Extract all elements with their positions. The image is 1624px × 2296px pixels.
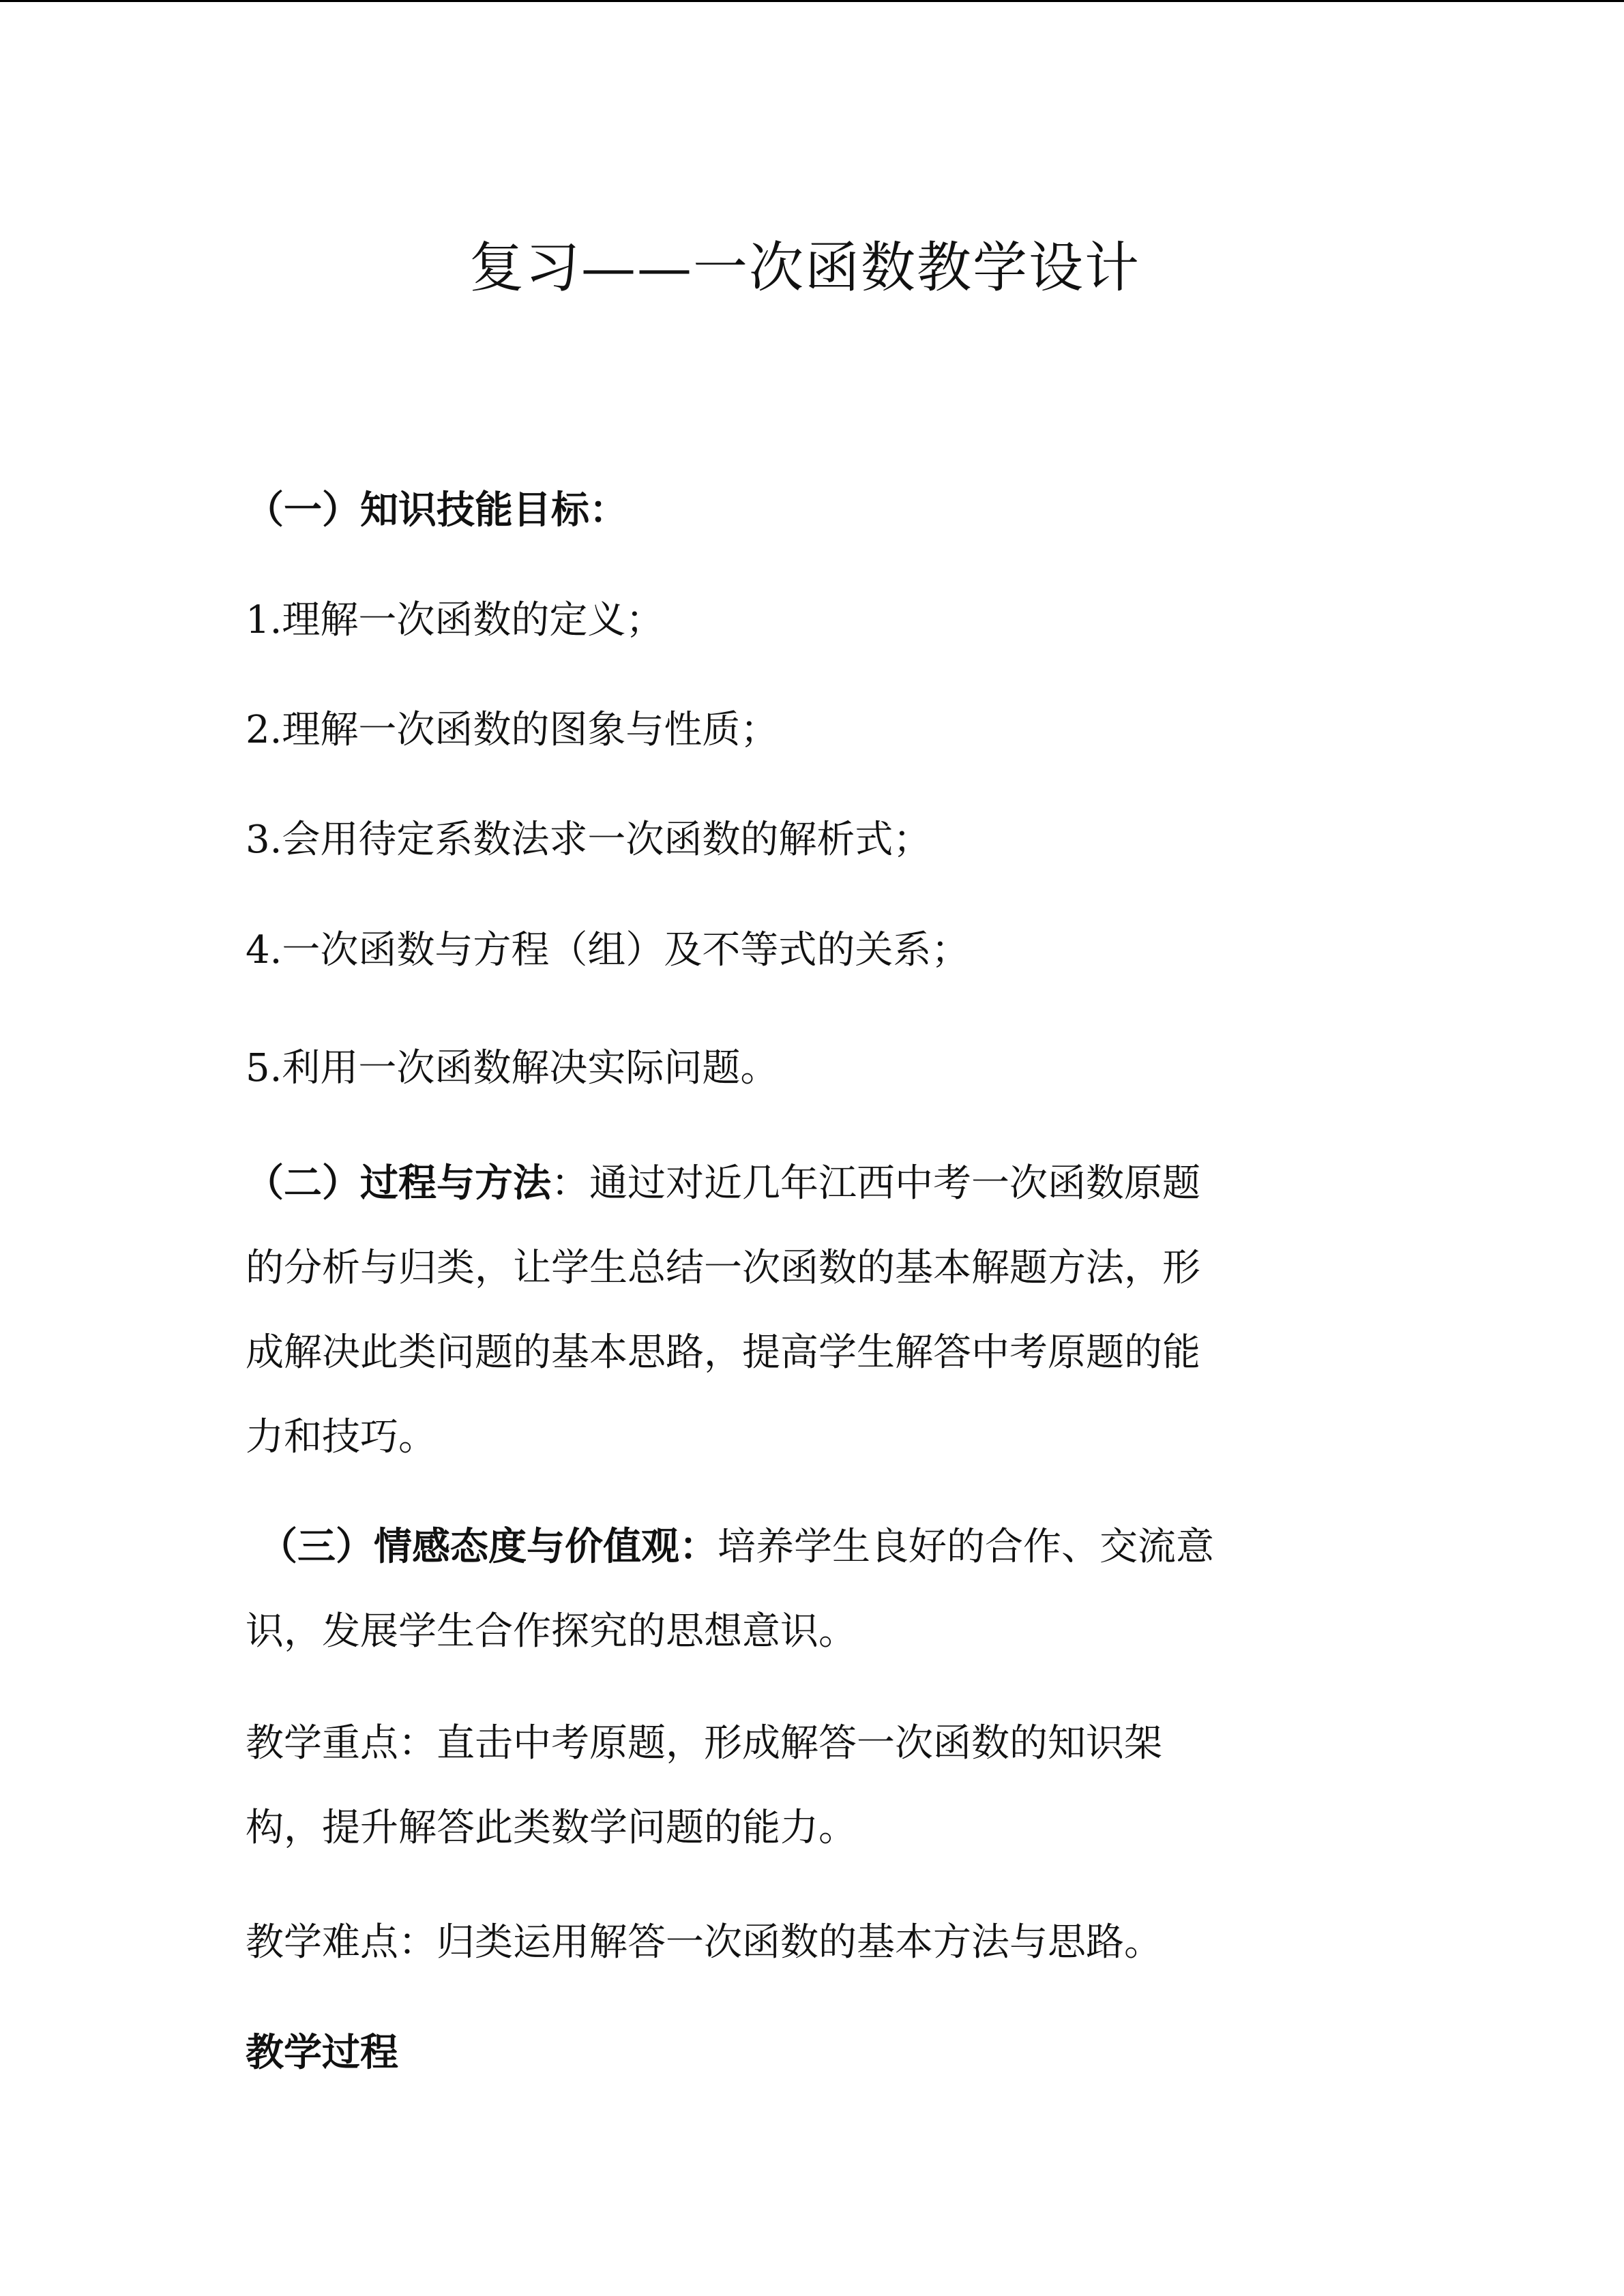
objective-item-2: 2.理解一次函数的图象与性质； <box>246 708 779 752</box>
section3-first-line <box>259 1520 1214 1575</box>
section2-text: ：通过对近几年江西中考一次函数原题 <box>551 1161 1200 1206</box>
objective-item-3: 3.会用待定系数法求一次函数的解析式； <box>246 818 932 862</box>
objective-item-4: 4.一次函数与方程（组）及不等式的关系； <box>246 928 970 972</box>
section3-heading: （三）情感态度与价值观： <box>259 1525 718 1569</box>
section2-first-line <box>246 1157 1200 1211</box>
document-title: 复习——一次函数教学设计 <box>469 236 1140 299</box>
section2-line-2: 的分析与归类，让学生总结一次函数的基本解题方法，形 <box>246 1246 1200 1290</box>
top-border-line <box>0 0 1624 2</box>
key-points-line-2: 构，提升解答此类数学问题的能力。 <box>246 1806 857 1850</box>
key-points-line-1: 教学重点：直击中考原题，形成解答一次函数的知识架 <box>246 1721 1162 1765</box>
section2-heading: （二）过程与方法 <box>246 1161 551 1206</box>
section1-heading: （一）知识技能目标： <box>246 488 628 533</box>
section3-text: 培养学生良好的合作、交流意 <box>718 1525 1214 1569</box>
section2-line-4: 力和技巧。 <box>246 1415 437 1459</box>
objective-item-5: 5.利用一次函数解决实际问题。 <box>246 1046 779 1090</box>
process-heading: 教学过程 <box>246 2031 398 2075</box>
difficult-points: 教学难点：归类运用解答一次函数的基本方法与思路。 <box>246 1920 1162 1965</box>
objective-item-1: 1.理解一次函数的定义； <box>246 598 664 642</box>
section3-line-2: 识，发展学生合作探究的思想意识。 <box>246 1609 857 1654</box>
section2-line-3: 成解决此类问题的基本思路，提高学生解答中考原题的能 <box>246 1330 1200 1375</box>
